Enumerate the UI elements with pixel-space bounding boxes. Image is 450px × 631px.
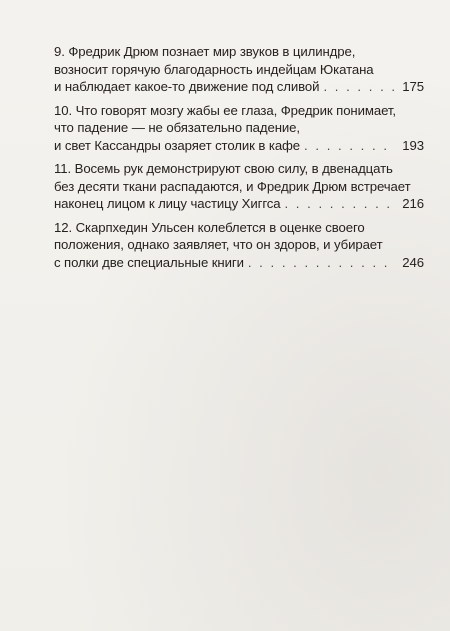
toc-entry-line: без десяти ткани распадаются, и Фредрик Дрюм встречает	[54, 178, 411, 194]
toc-entry-last-row	[54, 137, 424, 155]
toc-entry-line: 10. Что говорят мозгу жабы ее глаза, Фредрик понимает,	[54, 102, 396, 118]
dot-leader	[304, 137, 394, 155]
toc-entry-line: 11. Восемь рук демонстрируют свою силу, в двенадцать	[54, 161, 393, 176]
dot-leader	[284, 195, 394, 213]
toc-entry-line: и свет Кассандры озаряет столик в кафе	[54, 137, 301, 153]
toc-entry-line: и наблюдает какое-то движение под сливой	[54, 79, 320, 94]
toc-entry-last-row	[54, 195, 424, 213]
toc-entry-12[interactable]	[54, 219, 424, 272]
table-of-contents	[54, 43, 424, 277]
toc-page-number: 193	[402, 137, 424, 153]
toc-entry-line: что падение — не обязательно падение,	[54, 120, 300, 135]
dot-leader	[248, 254, 394, 272]
toc-entry-last-row	[54, 78, 424, 96]
toc-entry-9[interactable]	[54, 43, 424, 96]
toc-entry-line: наконец лицом к лицу частицу Хиггса	[54, 196, 281, 211]
toc-entry-line: с полки две специальные книги	[54, 254, 244, 270]
toc-page-number: 216	[402, 196, 424, 211]
toc-entry-line: 9. Фредрик Дрюм познает мир звуков в цилиндре,	[54, 44, 356, 59]
toc-entry-line: возносит горячую благодарность индейцам Юкатана	[54, 61, 374, 77]
toc-entry-last-row	[54, 254, 424, 272]
dot-leader	[323, 78, 394, 96]
toc-entry-line: положения, однако заявляет, что он здоров, и убирает	[54, 237, 383, 252]
toc-page-number: 175	[402, 79, 424, 94]
toc-entry-10[interactable]	[54, 102, 424, 155]
toc-page-number: 246	[402, 254, 424, 270]
toc-entry-line: 12. Скарпхедин Ульсен колеблется в оценке своего	[54, 219, 365, 235]
toc-entry-11[interactable]	[54, 160, 424, 213]
